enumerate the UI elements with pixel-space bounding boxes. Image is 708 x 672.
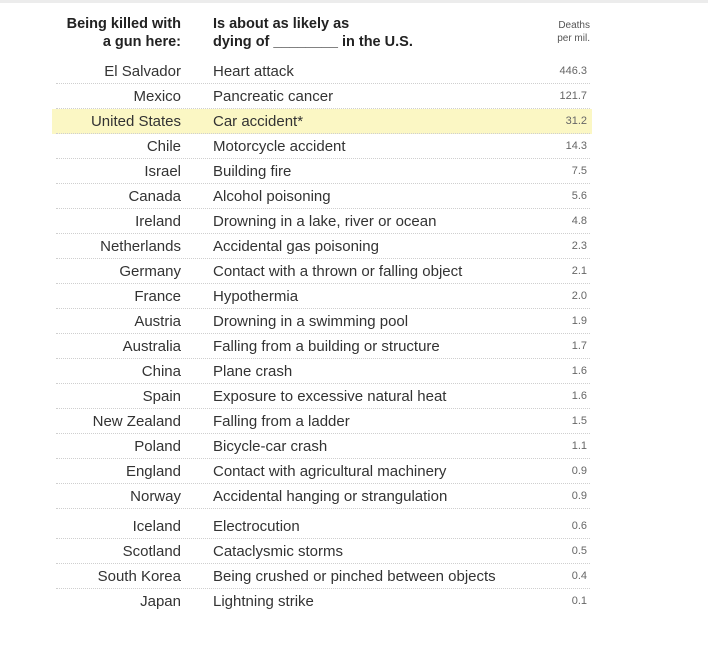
table-row [0,284,708,309]
country-name: Iceland [132,518,181,535]
deaths-per-million: 1.5 [571,415,587,427]
cause-of-death: Contact with a thrown or falling object [213,263,463,280]
table-row [0,309,708,334]
table-row [0,209,708,234]
cause-of-death: Plane crash [213,363,293,380]
table-row [0,409,708,434]
column-header-cause-line2: dying of ________ in the U.S. [213,34,413,50]
cause-of-death: Falling from a ladder [213,413,350,430]
deaths-per-million: 1.1 [571,440,587,452]
deaths-per-million: 4.8 [571,215,587,227]
deaths-per-million: 2.0 [571,290,587,302]
cause-of-death: Heart attack [213,63,294,80]
cause-of-death: Electrocution [213,518,300,535]
country-name: England [125,463,181,480]
country-name: Netherlands [100,238,181,255]
country-name: Austria [134,313,181,330]
cause-of-death: Bicycle-car crash [213,438,328,455]
country-name: El Salvador [104,63,181,80]
country-name: Germany [119,263,181,280]
cause-of-death: Being crushed or pinched between objects [213,568,496,585]
deaths-per-million: 1.7 [571,340,587,352]
cause-of-death: Falling from a building or structure [213,338,440,355]
column-header-deaths-line2: per mil. [557,33,590,44]
deaths-per-million: 5.6 [571,190,587,202]
deaths-per-million: 446.3 [559,65,587,77]
country-name: Mexico [133,88,181,105]
deaths-per-million: 31.2 [565,115,587,127]
table-row [0,564,708,589]
country-name: Ireland [135,213,181,230]
country-name: United States [90,113,181,130]
country-name: Scotland [122,543,181,560]
table-row [0,234,708,259]
country-name: China [141,363,181,380]
table-row [0,459,708,484]
country-name: France [134,288,181,305]
country-name: Japan [140,593,181,610]
cause-of-death: Lightning strike [213,593,314,610]
country-name: South Korea [97,568,181,585]
table-row [0,59,708,84]
table-row [0,109,708,134]
table-row [0,384,708,409]
country-name: Israel [144,163,181,180]
deaths-per-million: 0.6 [571,520,587,532]
deaths-per-million: 7.5 [571,165,587,177]
deaths-per-million: 2.3 [571,240,587,252]
table-row [0,514,708,539]
table-row [0,159,708,184]
cause-of-death: Pancreatic cancer [213,88,334,105]
cause-of-death: Motorcycle accident [213,138,346,155]
row-divider [56,508,590,509]
deaths-per-million: 14.3 [565,140,587,152]
column-header-cause-line1: Is about as likely as [213,16,350,32]
deaths-per-million: 0.9 [571,465,587,477]
table-row [0,134,708,159]
deaths-per-million: 0.5 [571,545,587,557]
column-header-deaths-line1: Deaths [558,20,590,31]
cause-of-death: Contact with agricultural machinery [213,463,447,480]
column-header-country-line2: a gun here: [102,34,181,50]
cause-of-death: Car accident* [213,113,304,130]
cause-of-death: Exposure to excessive natural heat [213,388,447,405]
deaths-per-million: 1.6 [571,390,587,402]
cause-of-death: Drowning in a swimming pool [213,313,409,330]
country-name: New Zealand [92,413,181,430]
table-row [0,334,708,359]
deaths-per-million: 121.7 [559,90,587,102]
deaths-per-million: 0.9 [571,490,587,502]
country-name: Chile [146,138,181,155]
table-row [0,539,708,564]
deaths-per-million: 0.1 [571,595,587,607]
deaths-per-million: 1.6 [571,365,587,377]
table-row [0,359,708,384]
country-name: Australia [122,338,181,355]
deaths-per-million: 0.4 [571,570,587,582]
table-row [0,259,708,284]
deaths-per-million: 2.1 [571,265,587,277]
cause-of-death: Cataclysmic storms [213,543,344,560]
country-name: Canada [128,188,181,205]
table-row [0,484,708,509]
column-header-country-line1: Being killed with [66,16,181,32]
table-row [0,589,708,614]
cause-of-death: Building fire [213,163,292,180]
cause-of-death: Drowning in a lake, river or ocean [213,213,437,230]
cause-of-death: Alcohol poisoning [213,188,331,205]
deaths-per-million: 1.9 [571,315,587,327]
country-name: Norway [130,488,181,505]
table-row [0,434,708,459]
cause-of-death: Accidental gas poisoning [213,238,379,255]
cause-of-death: Hypothermia [213,288,299,305]
cause-of-death: Accidental hanging or strangulation [213,488,448,505]
table-row [0,84,708,109]
country-name: Poland [134,438,181,455]
country-name: Spain [142,388,181,405]
table-row [0,184,708,209]
